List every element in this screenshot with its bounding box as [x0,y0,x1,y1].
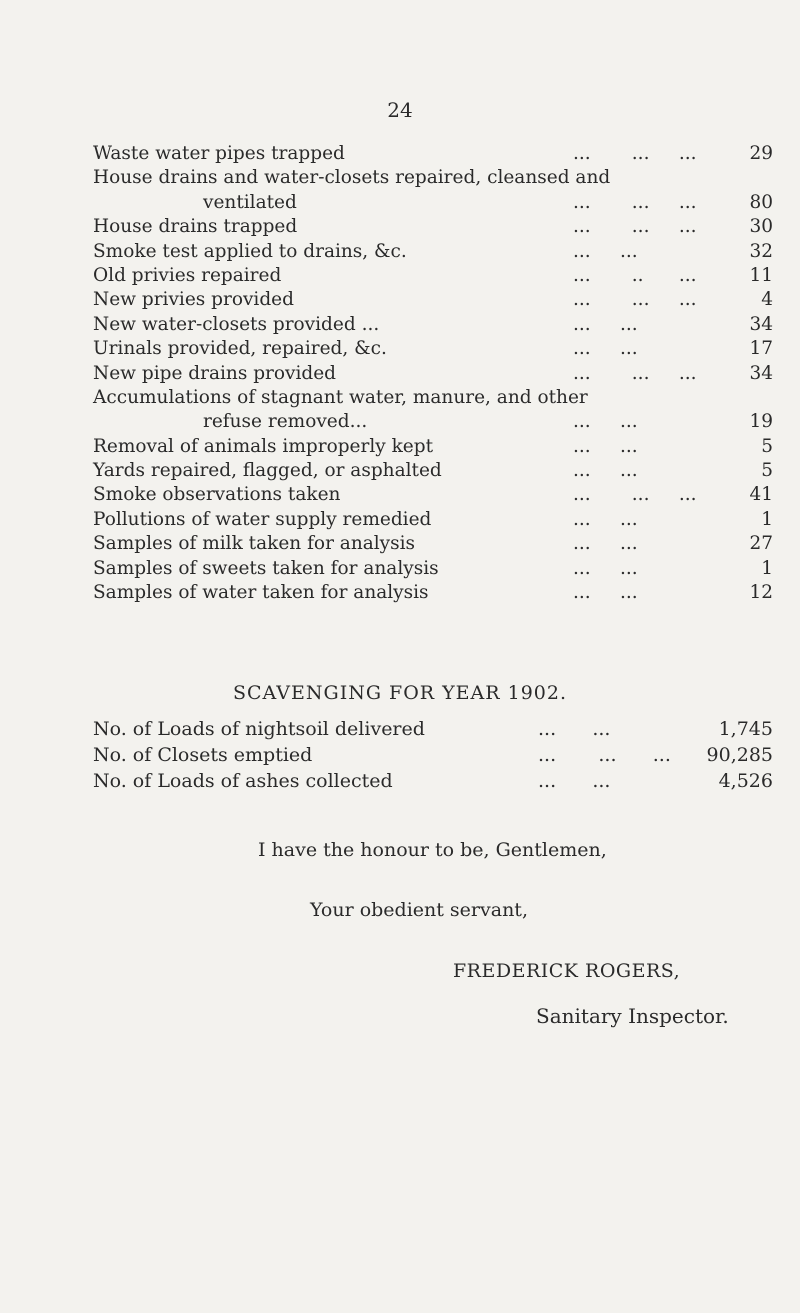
item-value: 11 [749,264,773,286]
item-label: Yards repaired, flagged, or asphalted [93,460,442,482]
item-label: No. of Loads of nightsoil delivered [93,718,425,740]
list-item [93,142,773,166]
list-item-continued [93,410,773,434]
item-label: No. of Closets emptied [93,744,313,766]
item-label: Accumulations of stagnant water, manure, and other [93,386,588,408]
signatory-name: FREDERICK ROGERS, [453,960,681,982]
list-item [93,483,773,507]
item-value: 90,285 [706,744,773,766]
item-label: No. of Loads of ashes collected [93,770,393,792]
closing-line: I have the honour to be, Gentlemen, [258,839,607,861]
leader-dots: ... ... ... [573,484,697,506]
item-value: 27 [749,533,773,555]
item-label: Waste water pipes trapped [93,143,345,164]
item-label-continued: refuse removed... [203,411,368,433]
leader-dots: ... ... [573,313,638,335]
item-value: 29 [749,143,773,164]
list-item [93,508,773,532]
list-item [93,581,773,605]
item-label: Old privies repaired [93,264,282,286]
scavenging-list [93,716,773,794]
item-value: 32 [749,240,773,262]
list-item [93,240,773,264]
list-item [93,215,773,239]
list-item [93,166,773,190]
item-value: 12 [749,582,773,604]
item-value: 5 [761,435,773,457]
item-label: New pipe drains provided [93,362,337,384]
leader-dots: ... ... [538,770,611,792]
leader-dots: ... ... ... [573,289,697,311]
list-item [93,288,773,312]
item-value: 5 [761,460,773,482]
list-item [93,313,773,337]
item-value: 34 [749,362,773,384]
leader-dots: ... ... [573,435,638,457]
list-item [93,337,773,361]
page-number: 24 [387,98,413,122]
item-value: 1,745 [718,718,773,740]
leader-dots: ... ... [573,460,638,482]
section-heading: SCAVENGING FOR YEAR 1902. [232,682,568,704]
item-label: Smoke observations taken [93,484,341,506]
leader-dots: ... ... [573,240,638,262]
item-value: 1 [761,508,773,530]
leader-dots: ... ... ... [538,744,671,766]
item-label: New water-closets provided ... [93,313,380,335]
leader-dots: ... ... [573,582,638,604]
signatory-title: Sanitary Inspector. [536,1004,729,1028]
item-label: Smoke test applied to drains, &c. [93,240,407,262]
list-item [93,532,773,556]
leader-dots: ... ... [573,557,638,579]
item-value: 41 [749,484,773,506]
item-label: New privies provided [93,289,294,311]
closing-line: Your obedient servant, [310,899,528,921]
item-value: 19 [749,411,773,433]
item-label: House drains and water-closets repaired, cleansed and [93,167,611,189]
leader-dots: ... ... [538,718,611,740]
leader-dots: ... ... [573,338,638,360]
item-value: 4,526 [718,770,773,792]
leader-dots: ... ... [573,533,638,555]
item-value: 30 [749,216,773,238]
list-item [93,716,773,742]
list-item [93,557,773,581]
list-item [93,742,773,768]
item-value: 34 [749,313,773,335]
list-item [93,362,773,386]
leader-dots: ... .. ... [573,264,697,286]
item-value: 80 [749,191,773,213]
leader-dots: ... ... ... [573,191,697,213]
leader-dots: ... ... [573,411,638,433]
item-label: Removal of animals improperly kept [93,435,434,457]
item-label: House drains trapped [93,216,298,238]
item-label: Pollutions of water supply remedied [93,508,432,530]
list-item [93,264,773,288]
item-label: Samples of sweets taken for analysis [93,557,439,579]
item-label: Samples of water taken for analysis [93,582,429,604]
item-label-continued: ventilated [203,191,297,213]
stats-list [93,142,773,605]
item-value: 4 [761,289,773,311]
list-item [93,435,773,459]
item-label: Samples of milk taken for analysis [93,533,416,555]
list-item [93,386,773,410]
list-item [93,768,773,794]
item-value: 17 [749,338,773,360]
list-item [93,459,773,483]
item-label: Urinals provided, repaired, &c. [93,338,387,360]
leader-dots: ... ... ... [573,216,697,238]
list-item-continued [93,191,773,215]
leader-dots: ... ... ... [573,362,697,384]
leader-dots: ... ... ... [573,143,697,164]
item-value: 1 [761,557,773,579]
leader-dots: ... ... [573,508,638,530]
